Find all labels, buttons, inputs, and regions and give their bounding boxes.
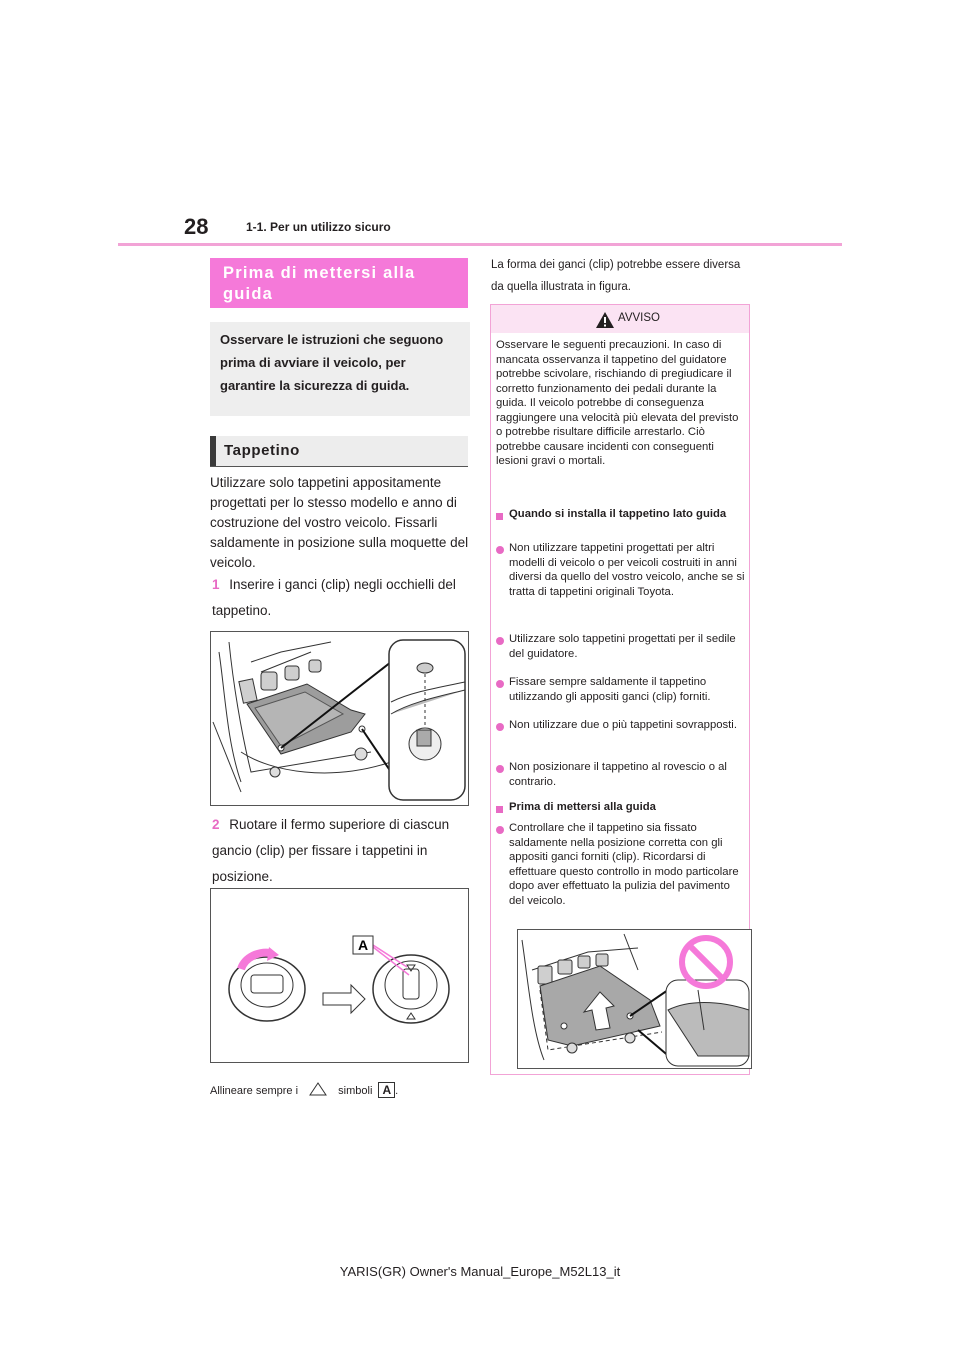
right-intro: La forma dei ganci (clip) potrebbe essere diversa da quella illustrata in figura.	[491, 259, 741, 293]
step-2-text: Ruotare il fermo superiore di ciascun gancio (clip) per fissare i tappetini in posizione.	[212, 817, 450, 884]
body-paragraph: Utilizzare solo tappetini appositamente progettati per lo stesso modello e anno di costruzione del vostro veicolo. Fissarli saldamente in posizione sulla moquette del veicolo.	[210, 475, 469, 570]
heading-bar	[210, 436, 216, 466]
tappetino-heading-text: Tappetino	[224, 442, 300, 459]
intro-box	[210, 322, 470, 416]
caption-text-b: simboli	[338, 1085, 373, 1097]
bullet-icon	[496, 546, 504, 554]
bullet-item: Fissare sempre saldamente il tappetino utilizzando gli appositi ganci (clip) forniti.	[509, 676, 711, 703]
prohibited-mat-illustration	[518, 930, 751, 1068]
bullet-icon	[496, 826, 504, 834]
clip-rotation-figure	[210, 888, 469, 1063]
section-title: 1-1. Per un utilizzo sicuro	[246, 220, 391, 234]
bullet-icon	[496, 637, 504, 645]
floor-mat-figure	[210, 631, 469, 806]
prohibited-mat-figure	[517, 929, 752, 1069]
bullet-item: Non utilizzare due o più tappetini sovrapposti.	[509, 719, 737, 731]
floor-mat-illustration	[211, 632, 468, 805]
header-rule	[118, 243, 842, 246]
triangle-symbol-icon	[307, 1081, 329, 1097]
subheading-square-icon	[496, 806, 503, 813]
subheading-1: Quando si installa il tappetino lato guida	[509, 508, 727, 520]
pink-heading-text: Prima di mettersi alla guida	[223, 264, 416, 303]
bullet-icon	[496, 680, 504, 688]
caption-symbol-a: A	[378, 1082, 395, 1098]
clip-rotation-illustration	[211, 889, 468, 1062]
intro-box-text: Osservare le istruzioni che seguono prima di avviare il veicolo, per garantire la sicurezza di guida.	[220, 332, 444, 393]
step-2	[212, 812, 467, 890]
subheading-2: Prima di mettersi alla guida	[509, 801, 656, 813]
caption-text-a: Allineare sempre i	[210, 1085, 299, 1097]
bullet-icon	[496, 723, 504, 731]
warning-icon	[595, 311, 615, 329]
bullet-icon	[496, 765, 504, 773]
step-2-number: 2	[212, 817, 220, 832]
pink-heading	[210, 258, 468, 308]
warning-title: AVVISO	[618, 312, 660, 324]
warning-text: Osservare le seguenti precauzioni. In caso di mancata osservanza il tappetino del guidatore potrebbe scivolare, rischiando di pregiudicare il corretto funzionamento dei pedali durante la guida. Il veicolo potrebbe di conseguenza raggiungere una velocità più elevata del previsto o potrebbe risultare difficile arrestarlo. Ciò potrebbe causare incidenti con conseguenti lesioni gravi o mortali.	[496, 339, 739, 467]
bullet-item: Non utilizzare tappetini progettati per altri modelli di veicolo o per veicoli costruiti in anni diversi da quello del vostro veicolo, anche se si tratta di tappetini originali Toyota.	[509, 542, 745, 598]
step-1-text: Inserire i ganci (clip) negli occhielli del tappetino.	[212, 577, 456, 618]
subheading-square-icon	[496, 513, 503, 520]
warning-header	[491, 305, 749, 333]
step-1	[212, 572, 467, 624]
step-1-number: 1	[212, 577, 220, 592]
tappetino-heading	[210, 436, 468, 467]
bullet-item: Non posizionare il tappetino al rovescio o al contrario.	[509, 761, 727, 788]
caption-end: .	[395, 1085, 399, 1097]
footer-text: YARIS(GR) Owner's Manual_Europe_M52L13_it	[339, 1264, 621, 1279]
figure-label-a: A	[357, 937, 369, 953]
figure-caption	[210, 1081, 398, 1098]
page-number: 28	[184, 214, 209, 239]
bullet-item: Utilizzare solo tappetini progettati per il sedile del guidatore.	[509, 633, 736, 660]
bullet-item: Controllare che il tappetino sia fissato saldamente nella posizione corretta con gli appositi ganci forniti (clip). Ricordarsi di effettuare questo controllo in modo particolare dopo aver effettuato la pulizia del pavimento del veicolo.	[509, 822, 739, 907]
